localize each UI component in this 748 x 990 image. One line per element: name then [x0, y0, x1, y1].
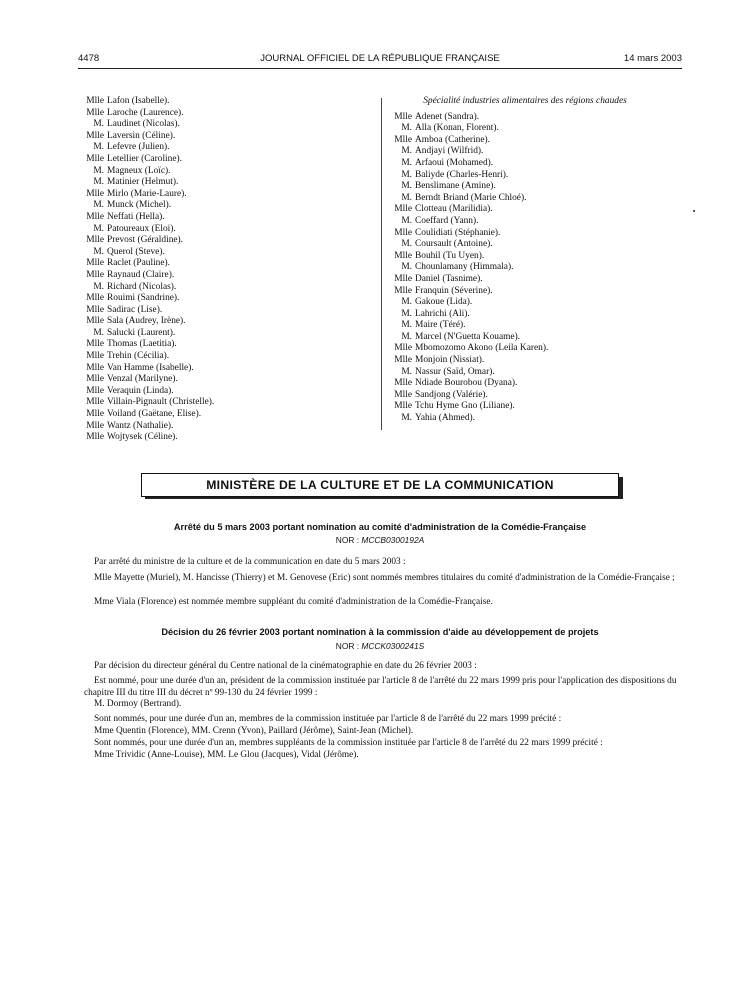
right-list-entry: [390, 112, 686, 124]
right-name-list: [390, 96, 686, 425]
person-name: Bouhil (Tu Uyen).: [415, 250, 485, 261]
person-name: Sala (Audrey, Irène).: [107, 316, 186, 327]
civility-title: M.: [401, 366, 412, 377]
civility-title: Mlle: [86, 293, 104, 304]
left-list-entry: [82, 154, 372, 166]
person-name: Laroche (Laurence).: [107, 107, 184, 118]
person-name: Letellier (Caroline).: [107, 153, 182, 164]
person-name: Gakoue (Lida).: [415, 297, 473, 308]
person-name: Villain-Pignault (Christelle).: [107, 397, 215, 408]
person-name: Lafon (Isabelle).: [107, 96, 170, 106]
right-list-entry: [390, 413, 686, 425]
decision-paragraph-5: Mme Quentin (Florence), MM. Crenn (Yvon), Paillard (Jérôme), Saint-Jean (Michel).: [94, 726, 414, 736]
person-name: Lefevre (Julien).: [107, 142, 170, 153]
civility-title: Mlle: [86, 258, 104, 269]
civility-title: Mlle: [394, 343, 412, 354]
decision-paragraph-1: Par décision du directeur général du Centre national de la cinématographie en date du 26 février 2003 :: [94, 661, 477, 671]
person-name: Adenet (Sandra).: [415, 111, 480, 122]
column-divider: [381, 98, 382, 430]
person-name: Tchu Hyme Gno (Liliane).: [415, 401, 515, 412]
civility-title: M.: [401, 181, 412, 192]
civility-title: M.: [401, 123, 412, 134]
arrete-paragraph-2: Mlle Mayette (Muriel), M. Hancisse (Thierry) et M. Genovese (Eric) sont nommés membres titulaires du comité d'administration de la Comédie-Française ;: [94, 573, 675, 583]
civility-title: M.: [401, 192, 412, 203]
person-name: Magneux (Loïc).: [107, 165, 171, 176]
person-name: Patoureaux (Eloi).: [107, 223, 176, 234]
person-name: Mirlo (Marie-Laure).: [107, 188, 187, 199]
person-name: Munck (Michel).: [107, 200, 172, 211]
person-name: Nassur (Saïd, Omar).: [415, 366, 495, 377]
left-list-entry: [82, 142, 372, 154]
right-list-entry: [390, 390, 686, 402]
civility-title: M.: [401, 146, 412, 157]
civility-title: Mlle: [86, 351, 104, 362]
left-list-entry: [82, 363, 372, 375]
civility-title: Mlle: [394, 250, 412, 261]
person-name: Wojtysek (Céline).: [107, 432, 178, 443]
civility-title: Mlle: [394, 355, 412, 366]
civility-title: M.: [401, 239, 412, 250]
right-list-entry: [390, 251, 686, 263]
person-name: Veraquin (Linda).: [107, 385, 174, 396]
decision-nor-code: MCCK0300241S: [361, 641, 425, 651]
page-header: [78, 53, 682, 69]
arrete-nor: NOR : MCCB0300192A: [335, 535, 425, 545]
civility-title: Mlle: [394, 134, 412, 145]
left-list-entry: [82, 432, 372, 444]
civility-title: M.: [93, 165, 104, 176]
person-name: Laudinet (Nicolas).: [107, 119, 180, 130]
civility-title: Mlle: [86, 188, 104, 199]
left-list-entry: [82, 328, 372, 340]
civility-title: M.: [93, 223, 104, 234]
right-list-entry: [390, 146, 686, 158]
civility-title: M.: [401, 297, 412, 308]
left-name-list: [82, 96, 372, 444]
civility-title: M.: [93, 281, 104, 292]
arrete-paragraph-1: Par arrêté du ministre de la culture et de la communication en date du 5 mars 2003 :: [94, 557, 406, 567]
right-list-entry: [390, 355, 686, 367]
right-list-entry: [390, 378, 686, 390]
civility-title: Mlle: [394, 204, 412, 215]
person-name: Mbomozomo Akono (Leila Karen).: [415, 343, 549, 354]
stray-dot: [693, 210, 695, 212]
page-number: 4478: [78, 53, 100, 64]
person-name: Coulidiati (Stéphanie).: [415, 227, 501, 238]
right-list-entry: [390, 123, 686, 135]
left-list-entry: [82, 235, 372, 247]
right-list-entry: [390, 262, 686, 274]
left-list-entry: [82, 409, 372, 421]
person-name: Yahia (Ahmed).: [415, 413, 475, 424]
left-list-entry: [82, 282, 372, 294]
left-list-entry: [82, 131, 372, 143]
arrete-paragraph-3: Mme Viala (Florence) est nommée membre suppléant du comité d'administration de la Comédie-Française.: [94, 597, 493, 607]
civility-title: Mlle: [394, 111, 412, 122]
person-name: Ndiade Bourobou (Dyana).: [415, 378, 518, 389]
person-name: Berndt Briand (Marie Chloé).: [415, 192, 527, 203]
civility-title: Mlle: [86, 107, 104, 118]
left-list-entry: [82, 305, 372, 317]
civility-title: Mlle: [86, 130, 104, 141]
civility-title: Mlle: [394, 378, 412, 389]
civility-title: Mlle: [86, 316, 104, 327]
person-name: Alla (Konan, Florent).: [415, 123, 499, 134]
person-name: Sadirac (Lise).: [107, 304, 163, 315]
left-list-entry: [82, 339, 372, 351]
person-name: Arfaoui (Mohamed).: [415, 157, 494, 168]
decision-nor: NOR : MCCK0300241S: [335, 641, 425, 651]
civility-title: M.: [401, 331, 412, 342]
person-name: Marcel (N'Guetta Kouame).: [415, 331, 521, 342]
civility-title: Mlle: [86, 304, 104, 315]
civility-title: Mlle: [394, 389, 412, 400]
civility-title: M.: [93, 177, 104, 188]
civility-title: Mlle: [394, 285, 412, 296]
left-list-entry: [82, 351, 372, 363]
civility-title: M.: [401, 215, 412, 226]
right-list-entry: [390, 158, 686, 170]
civility-title: Mlle: [86, 432, 104, 443]
left-list-entry: [82, 177, 372, 189]
civility-title: Mlle: [86, 339, 104, 350]
right-list-entry: [390, 216, 686, 228]
journal-title: JOURNAL OFFICIEL DE LA RÉPUBLIQUE FRANÇAISE: [260, 53, 500, 64]
person-name: Laversin (Céline).: [107, 130, 176, 141]
decision-paragraph-6: Sont nommés, pour une durée d'un an, membres suppléants de la commission instituée par l'article 8 de l'arrêté du 22 mars 1999 précité :: [94, 738, 603, 748]
person-name: Van Hamme (Isabelle).: [107, 362, 194, 373]
left-list-entry: [82, 166, 372, 178]
person-name: Raclet (Pauline).: [107, 258, 170, 269]
decision-paragraph-7: Mme Trividic (Anne-Louise), MM. Le Glou (Jacques), Vidal (Jérôme).: [94, 750, 359, 760]
left-list-entry: [82, 247, 372, 259]
civility-title: Mlle: [394, 273, 412, 284]
civility-title: Mlle: [86, 153, 104, 164]
left-list-entry: [82, 96, 372, 108]
person-name: Richard (Nicolas).: [107, 281, 177, 292]
decision-paragraph-4: Sont nommés, pour une durée d'un an, membres de la commission instituée par l'article 8 de l'arrêté du 22 mars 1999 précité :: [94, 714, 562, 724]
person-name: Benslimane (Amine).: [415, 181, 496, 192]
right-list-entry: [390, 239, 686, 251]
decision-title: Décision du 26 février 2003 portant nomination à la commission d'aide au développement de projets: [161, 627, 599, 637]
civility-title: Mlle: [394, 401, 412, 412]
civility-title: Mlle: [86, 397, 104, 408]
person-name: Sandjong (Valérie).: [415, 389, 488, 400]
right-list-entry: [390, 193, 686, 205]
left-list-entry: [82, 316, 372, 328]
person-name: Chounlamany (Himmala).: [415, 262, 514, 273]
left-list-entry: [82, 119, 372, 131]
person-name: Venzal (Marilyne).: [107, 374, 178, 385]
person-name: Voiland (Gaëtane, Elise).: [107, 409, 202, 420]
left-list-entry: [82, 224, 372, 236]
ministry-banner: [141, 473, 625, 501]
civility-title: Mlle: [86, 409, 104, 420]
right-list-entry: [390, 204, 686, 216]
left-list-entry: [82, 212, 372, 224]
person-name: Wantz (Nathalie).: [107, 420, 174, 431]
right-list-entry: [390, 274, 686, 286]
decision-paragraph-3: M. Dormoy (Bertrand).: [94, 699, 182, 709]
left-list-entry: [82, 189, 372, 201]
person-name: Prevost (Géraldine).: [107, 235, 184, 246]
person-name: Coursault (Antoine).: [415, 239, 493, 250]
decision-paragraph-2: Est nommé, pour une durée d'un an, président de la commission instituée par l'article 8 de l'arrêté du 22 mars 1999 pris pour l'application des dispositions du chapitre III du titre III du décret nº 99-130 du 24 février 1999 :: [84, 676, 677, 698]
person-name: Baliyde (Charles-Henri).: [415, 169, 509, 180]
person-name: Raynaud (Claire).: [107, 269, 175, 280]
civility-title: M.: [93, 142, 104, 153]
person-name: Andjayi (Wilfrid).: [415, 146, 484, 157]
civility-title: Mlle: [394, 227, 412, 238]
arrete-nor-code: MCCB0300192A: [361, 535, 425, 545]
right-list-entry: [390, 181, 686, 193]
civility-title: M.: [401, 157, 412, 168]
left-list-entry: [82, 108, 372, 120]
right-list-entry: [390, 320, 686, 332]
civility-title: Mlle: [86, 235, 104, 246]
civility-title: M.: [401, 169, 412, 180]
person-name: Matinier (Helmut).: [107, 177, 179, 188]
specialty-heading: Spécialité industries alimentaires des régions chaudes: [423, 96, 627, 106]
left-list-entry: [82, 258, 372, 270]
person-name: Lahrichi (Ali).: [415, 308, 470, 319]
right-list-entry: [390, 332, 686, 344]
civility-title: M.: [93, 246, 104, 257]
civility-title: M.: [93, 119, 104, 130]
civility-title: Mlle: [86, 96, 104, 106]
civility-title: M.: [93, 200, 104, 211]
right-list-entry: [390, 228, 686, 240]
civility-title: M.: [401, 308, 412, 319]
left-list-entry: [82, 386, 372, 398]
civility-title: Mlle: [86, 374, 104, 385]
arrete-title: Arrêté du 5 mars 2003 portant nomination au comité d'administration de la Comédie-Française: [173, 522, 587, 532]
right-list-entry: [390, 401, 686, 413]
left-list-entry: [82, 200, 372, 212]
person-name: Amboa (Catherine).: [415, 134, 490, 145]
person-name: Coeffard (Yann).: [415, 215, 479, 226]
person-name: Daniel (Tasnime).: [415, 273, 483, 284]
civility-title: M.: [93, 327, 104, 338]
issue-date: 14 mars 2003: [623, 53, 682, 64]
civility-title: Mlle: [86, 362, 104, 373]
right-list-entry: [390, 297, 686, 309]
civility-title: Mlle: [86, 211, 104, 222]
person-name: Monjoin (Nissiat).: [415, 355, 485, 366]
right-list-entry: [390, 343, 686, 355]
header-rule: [78, 68, 682, 69]
person-name: Neffati (Hella).: [107, 211, 165, 222]
left-list-entry: [82, 374, 372, 386]
left-list-entry: [82, 421, 372, 433]
civility-title: Mlle: [86, 385, 104, 396]
person-name: Rouimi (Sandrine).: [107, 293, 180, 304]
left-list-entry: [82, 397, 372, 409]
left-list-entry: [82, 293, 372, 305]
person-name: Clotteau (Marilidia).: [415, 204, 493, 215]
civility-title: M.: [401, 413, 412, 424]
right-list-entry: [390, 170, 686, 182]
right-list-entry: [390, 367, 686, 379]
person-name: Salucki (Laurent).: [107, 327, 176, 338]
left-list-entry: [82, 270, 372, 282]
right-list-entry: [390, 309, 686, 321]
person-name: Trehin (Cécilia).: [107, 351, 170, 362]
civility-title: Mlle: [86, 420, 104, 431]
person-name: Franquin (Séverine).: [415, 285, 493, 296]
person-name: Thomas (Laetitia).: [107, 339, 177, 350]
right-list-entry: [390, 135, 686, 147]
civility-title: M.: [401, 320, 412, 331]
civility-title: Mlle: [86, 269, 104, 280]
person-name: Querol (Steve).: [107, 246, 165, 257]
civility-title: M.: [401, 262, 412, 273]
right-list-entry: [390, 286, 686, 298]
ministry-title: MINISTÈRE DE LA CULTURE ET DE LA COMMUNICATION: [141, 473, 619, 497]
person-name: Maire (Téré).: [415, 320, 466, 331]
